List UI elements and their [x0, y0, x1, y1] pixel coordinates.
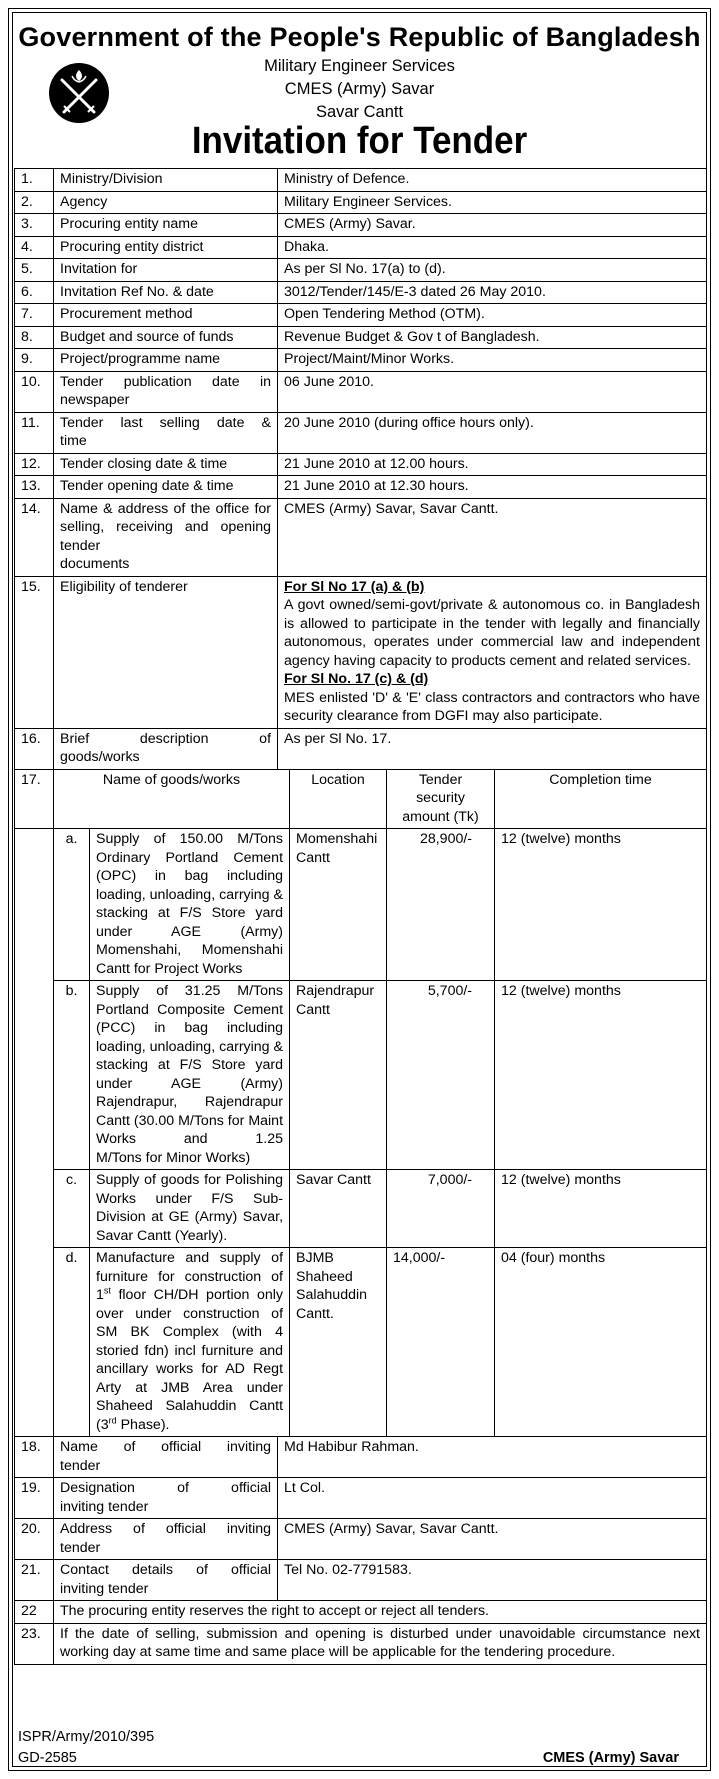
item-letter: b.: [54, 981, 90, 1170]
superscript: st: [103, 1285, 111, 1296]
row-label-line: time: [60, 433, 87, 449]
row-label-line: newspaper: [60, 392, 130, 408]
row-number: 18.: [15, 1437, 54, 1478]
row-number: 19.: [15, 1478, 54, 1519]
item-security: 7,000/-: [387, 1170, 495, 1248]
row-label-line: Address of official inviting: [60, 1521, 272, 1537]
item-description-text: Supply of 150.00 M/Tons Ordinary Portland Cement (OPC) in bag including loading, unloading, carrying & stacking at F/S Store yard under AGE (Army) Momenshahi, Momenshahi: [96, 831, 284, 958]
item-description: [90, 829, 290, 981]
row-number-blank: [15, 829, 54, 1437]
eligibility-heading: For Sl No. 17 (c) & (d): [284, 671, 429, 687]
row-label-line: documents: [60, 556, 130, 572]
item-letter: c.: [54, 1170, 90, 1248]
eligibility-text: A govt owned/semi-govt/private & autonomous co. in Bangladesh is allowed to participate in the tender with legally and financially autonomous, operates under commercial law and independent agency having capacity to products cement and related services.: [284, 597, 701, 669]
row-number: 23.: [15, 1623, 54, 1664]
table-row: [15, 728, 707, 769]
item-location: Savar Cantt: [290, 1170, 387, 1248]
row-statement: If the date of selling, submission and opening is disturbed under unavoidable circumstance next working day at same time and same place will be applicable for the tendering procedure.: [54, 1623, 707, 1664]
row-value: Revenue Budget & Gov t of Bangladesh.: [278, 326, 707, 349]
table-row: [15, 169, 707, 192]
eligibility-text: MES enlisted 'D' & 'E' class contractors and contractors who have security clearance from DGFI may also participate.: [284, 689, 701, 724]
table-row: [15, 304, 707, 327]
row-value: 06 June 2010.: [278, 371, 707, 412]
item-letter: d.: [54, 1248, 90, 1437]
table-row: [15, 191, 707, 214]
row-value: Lt Col.: [278, 1478, 707, 1519]
row-label: Budget and source of funds: [54, 326, 278, 349]
table-row: [15, 1623, 707, 1664]
row-number: 3.: [15, 214, 54, 237]
row-label: [54, 1437, 278, 1478]
ispr-reference: ISPR/Army/2010/395: [18, 1729, 155, 1745]
item-description-text: Savar Cantt (Yearly).: [96, 1227, 228, 1244]
table-row: [15, 453, 707, 476]
item-description-text: Manufacture and supply of furniture for construction of: [96, 1250, 284, 1285]
item-security: 5,700/-: [387, 981, 495, 1170]
row-label: [54, 1560, 278, 1601]
table-row: [15, 371, 707, 412]
row-number: 1.: [15, 169, 54, 192]
row-number: 10.: [15, 371, 54, 412]
row-label-line: tender: [60, 1539, 101, 1556]
table-row: [15, 214, 707, 237]
column-header-name: Name of goods/works: [54, 769, 290, 829]
item-completion: 12 (twelve) months: [495, 981, 707, 1170]
item-location: BJMB Shaheed Salahuddin Cantt.: [290, 1248, 387, 1437]
row-number: 12.: [15, 453, 54, 476]
row-label: Tender closing date & time: [54, 453, 278, 476]
eligibility-details: [278, 576, 707, 728]
item-description-text: (3: [96, 1416, 109, 1433]
row-label: [54, 728, 278, 769]
government-title: Government of the People's Republic of Bangladesh: [18, 22, 701, 52]
row-label: [54, 1478, 278, 1519]
item-description: [90, 1170, 290, 1248]
row-value: Dhaka.: [278, 236, 707, 259]
superscript: rd: [108, 1414, 117, 1425]
row-label-line: Tender last selling date &: [60, 414, 272, 431]
row-number: 6.: [15, 281, 54, 304]
row-label-line: tender: [60, 1457, 101, 1474]
row-label: Procurement method: [54, 304, 278, 327]
row-label: Invitation Ref No. & date: [54, 281, 278, 304]
row-number: 20.: [15, 1519, 54, 1560]
row-label: Invitation for: [54, 259, 278, 282]
row-number: 17.: [15, 769, 54, 829]
table-row: [15, 1601, 707, 1624]
row-label-line: inviting tender: [60, 1580, 149, 1597]
row-value: Ministry of Defence.: [278, 169, 707, 192]
table-row: [15, 576, 707, 728]
item-description-text: M/Tons for Minor Works): [96, 1149, 251, 1166]
row-number: 22: [15, 1601, 54, 1624]
row-value: 3012/Tender/145/E-3 dated 26 May 2010.: [278, 281, 707, 304]
goods-item-row: [15, 1248, 707, 1437]
item-location: Momenshahi Cantt: [290, 829, 387, 981]
row-label: Tender opening date & time: [54, 476, 278, 499]
item-description-text: Supply of goods for Polishing Works under F/S Sub-Division at GE (Army) Savar,: [96, 1172, 284, 1225]
row-label: [54, 1519, 278, 1560]
tender-table: [14, 168, 707, 1665]
row-label: Procuring entity district: [54, 236, 278, 259]
column-header-location: Location: [290, 769, 387, 829]
item-description: [90, 1248, 290, 1437]
goods-item-row: [15, 829, 707, 981]
item-location: Rajendrapur Cantt: [290, 981, 387, 1170]
row-number: 14.: [15, 498, 54, 576]
row-value: As per Sl No. 17(a) to (d).: [278, 259, 707, 282]
row-label-line: goods/works: [60, 749, 140, 765]
table-row: [15, 326, 707, 349]
item-security: 28,900/-: [387, 829, 495, 981]
gd-number: GD-2585: [18, 1750, 77, 1766]
table-row: [15, 1560, 707, 1601]
item-description-text: floor CH/DH portion only over under construction of SM BK Complex (with 4 storied fdn) incl furniture and ancillary works for AD Regt Arty at JMB Area under Shaheed Salahuddin Cantt: [96, 1287, 284, 1414]
item-description-text: Cantt for Project Works: [96, 960, 243, 977]
row-label: [54, 371, 278, 412]
office-location: Savar Cantt: [315, 103, 404, 121]
goods-item-row: [15, 981, 707, 1170]
row-label: [54, 498, 278, 576]
row-value: Military Engineer Services.: [278, 191, 707, 214]
row-value: CMES (Army) Savar, Savar Cantt.: [278, 1519, 707, 1560]
item-security: 14,000/-: [387, 1248, 495, 1437]
row-label-line: Brief description of: [60, 730, 272, 747]
row-number: 2.: [15, 191, 54, 214]
item-description-text: 1: [96, 1287, 104, 1303]
row-value: Tel No. 02-7791583.: [278, 1560, 707, 1601]
row-number: 11.: [15, 412, 54, 453]
row-value: CMES (Army) Savar, Savar Cantt.: [278, 498, 707, 576]
table-row: [15, 476, 707, 499]
item-description: [90, 981, 290, 1170]
item-completion: 04 (four) months: [495, 1248, 707, 1437]
row-value: CMES (Army) Savar.: [278, 214, 707, 237]
row-label-line: Designation of official: [60, 1480, 272, 1496]
row-number: 9.: [15, 349, 54, 372]
row-label: [54, 412, 278, 453]
table-row: [15, 1478, 707, 1519]
row-value: Md Habibur Rahman.: [278, 1437, 707, 1478]
row-statement: The procuring entity reserves the right to accept or reject all tenders.: [54, 1601, 707, 1624]
row-label-line: Tender publication date in: [60, 373, 272, 390]
issuer-signature: CMES (Army) Savar: [542, 1750, 679, 1766]
table-row: [15, 281, 707, 304]
table-row: [15, 1437, 707, 1478]
row-label: Procuring entity name: [54, 214, 278, 237]
row-number: 8.: [15, 326, 54, 349]
item-completion: 12 (twelve) months: [495, 1170, 707, 1248]
row-number: 16.: [15, 728, 54, 769]
goods-item-row: [15, 1170, 707, 1248]
row-label: Agency: [54, 191, 278, 214]
table-row: [15, 349, 707, 372]
item-completion: 12 (twelve) months: [495, 829, 707, 981]
row-value: 21 June 2010 at 12.30 hours.: [278, 476, 707, 499]
row-label-line: Contact details of official: [60, 1562, 272, 1578]
row-value: As per Sl No. 17.: [278, 728, 707, 769]
column-header-completion: Completion time: [495, 769, 707, 829]
table-row: [15, 236, 707, 259]
table-row: [15, 412, 707, 453]
row-label-line: Name of official inviting: [60, 1439, 272, 1455]
row-value: 21 June 2010 at 12.00 hours.: [278, 453, 707, 476]
office-name: CMES (Army) Savar: [284, 80, 435, 98]
column-header-security: Tender security amount (Tk): [387, 769, 495, 829]
row-label: Ministry/Division: [54, 169, 278, 192]
table-row: [15, 1519, 707, 1560]
row-number: 4.: [15, 236, 54, 259]
row-number: 7.: [15, 304, 54, 327]
organisation-name: Military Engineer Services: [264, 57, 455, 75]
row-number: 21.: [15, 1560, 54, 1601]
table-row: [15, 259, 707, 282]
table-row: [15, 498, 707, 576]
row-number: 13.: [15, 476, 54, 499]
row-label: Eligibility of tenderer: [54, 576, 278, 728]
item-description-text: Supply of 31.25 M/Tons Portland Composite Cement (PCC) in bag including loading, unloading, carrying & stacking at F/S Store yard under AGE (Army) Rajendrapur, Rajendrapur Cantt (30.00 M/Tons for Maint Works and 1.25: [96, 983, 284, 1147]
row-value: Open Tendering Method (OTM).: [278, 304, 707, 327]
item-letter: a.: [54, 829, 90, 981]
row-value: Project/Maint/Minor Works.: [278, 349, 707, 372]
row-value: 20 June 2010 (during office hours only).: [278, 412, 707, 453]
goods-header-row: [15, 769, 707, 829]
page-title: Invitation for Tender: [191, 120, 528, 162]
row-label-line: inviting tender: [60, 1498, 149, 1515]
item-description-text: Phase).: [120, 1416, 170, 1433]
row-label-line: Name & address of the office for selling, receiving and opening tender: [60, 500, 272, 554]
row-label: Project/programme name: [54, 349, 278, 372]
row-number: 15.: [15, 576, 54, 728]
row-number: 5.: [15, 259, 54, 282]
eligibility-heading: For Sl No 17 (a) & (b): [284, 578, 425, 595]
